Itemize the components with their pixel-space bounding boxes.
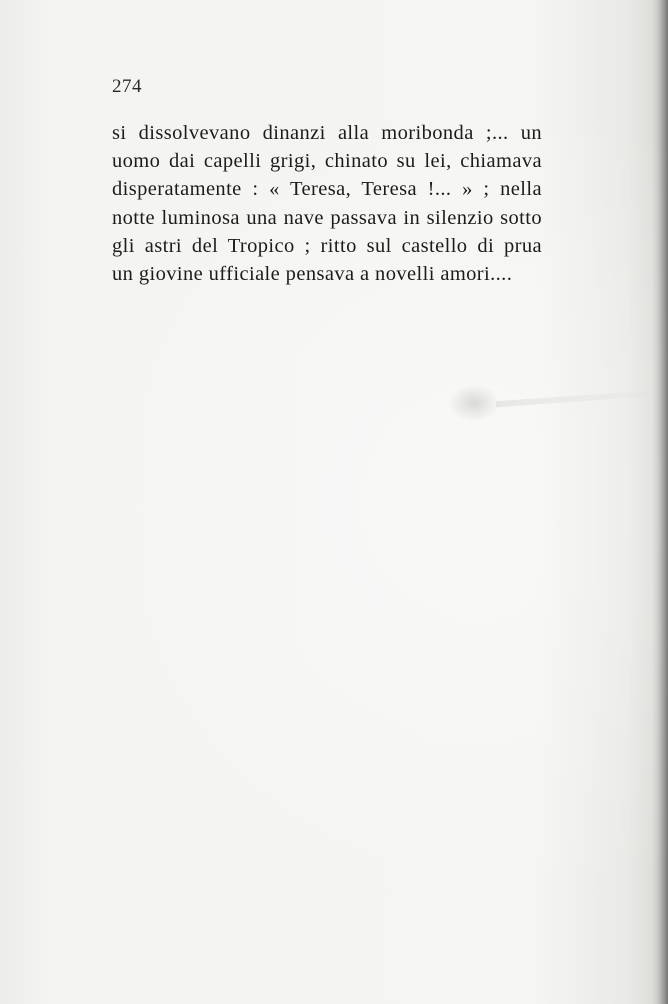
text-line: disperatamente : « Teresa, Teresa !... » ; nella [112, 178, 542, 201]
text-line: un giovine ufficiale pensava a novelli amori.... [112, 263, 513, 286]
text-line: gli astri del Tropico ; ritto sul castello di prua [112, 234, 542, 257]
page-edge-shadow [652, 0, 668, 1004]
paper-smudge [448, 384, 500, 422]
text-line: si dissolvevano dinanzi alla moribonda ;... un [112, 122, 542, 144]
text-line: uomo dai capelli grigi, chinato su lei, chiamava [112, 150, 542, 173]
body-text [112, 119, 542, 288]
paper-streak [496, 391, 646, 407]
page-number: 274 [112, 76, 142, 97]
text-line: notte luminosa una nave passava in silenzio sotto [112, 206, 542, 229]
